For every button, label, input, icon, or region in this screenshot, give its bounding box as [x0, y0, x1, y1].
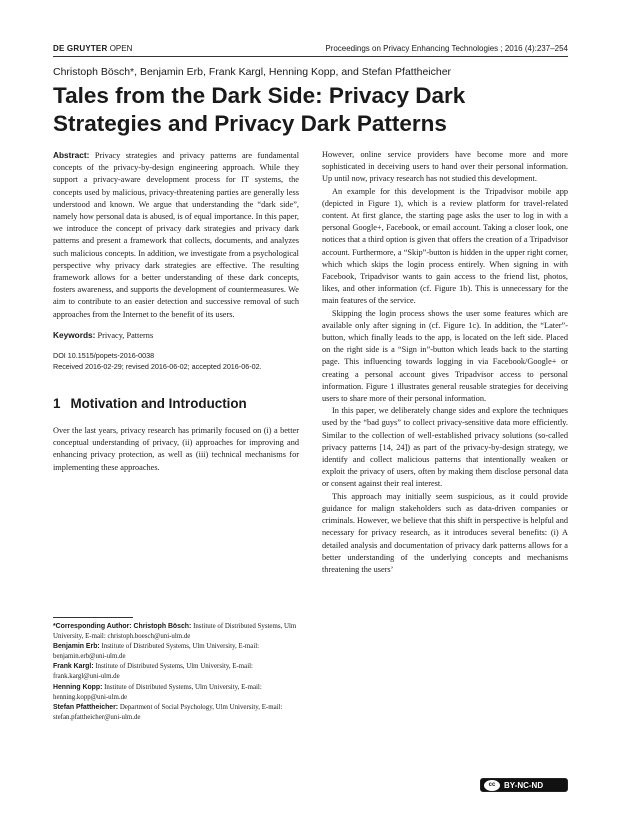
journal-citation: Proceedings on Privacy Enhancing Technologies ; 2016 (4):237–254 [325, 43, 568, 53]
footnote [53, 683, 299, 703]
abstract-text: Privacy strategies and privacy patterns are fundamental concepts of the privacy-by-design engineering approach. While they support a privacy-aware development process for IT systems, the concepts used by malicious, privacy-threatening parties are generally less understood and known. We argue that understanding the “dark side”, namely how personal data is abused, is of equal importance. In this paper, we introduce the concept of privacy dark strategies and privacy dark patterns and present a framework that collects, documents, and analyzes such malicious concepts. In addition, we investigate from a psychological perspective why privacy dark strategies are effective. The resulting framework allows for a better understanding of these dark concepts, fosters awareness, and supports the development of countermeasures. We aim to contribute to an easier detection and successive removal of such approaches from the Internet to the benefit of its users. [53, 151, 300, 319]
footnote [53, 642, 299, 662]
running-header [53, 41, 568, 55]
footnote [53, 622, 299, 642]
body-paragraph: Skipping the login process shows the user some features which are available only after signing in (cf. Figure 1c). In addition, the “Later”-button, which finally leads to the app, is located on the left side. Placed on the right side is a “Sign in”-button which leads back to the starting page. This influencing towards logging in via Facebook/Google+ or creating a personal account gives Tripadvisor access to personal information. Figure 1 illustrates general reusable strategies for deceiving users to share more of their personal information. [322, 308, 568, 404]
body-paragraph: However, online service providers have become more and more sophisticated in deceiving users to hand over their personal information. Up until now, privacy research has not studied this development. [322, 150, 568, 184]
footnote-name: Benjamin Erb: [53, 643, 100, 651]
author-list: Christoph Bösch*, Benjamin Erb, Frank Kargl, Henning Kopp, and Stefan Pfattheicher [53, 66, 452, 78]
footnote-name: *Corresponding Author: Christoph Bösch: [53, 623, 192, 630]
body-paragraph: An example for this development is the Tripadvisor mobile app (depicted in Figure 1), which is a review platform for travel-related content. At first glance, the starting page asks the user to log in with a personal Google+, Facebook, or email account. Taking a closer look, one notices that a third option is given that offers the creation of a Tripadvisor account. Furthermore, a “Skip”-button is hidden in the upper right corner, which which skips the login process entirely. When signing in with Facebook, Tripadvisor wants to gain access to the friend list, photos, likes, and other information (cf. Figure 1b). This is unnecessary for the main features of the service. [322, 186, 568, 306]
received-dates: Received 2016-02-29; revised 2016-06-02; accepted 2016-06-02. [53, 362, 262, 372]
footnote-name: Frank Kargl: [53, 663, 94, 671]
header-rule [53, 56, 568, 57]
footnote-text: Institute of Distributed Systems, Ulm University, E-mail: frank.kargl@uni-ulm.de [53, 663, 253, 681]
footnote-text: Institute of Distributed Systems, Ulm University, E-mail: henning.kopp@uni-ulm.de [53, 683, 262, 701]
section-heading [53, 396, 299, 412]
doi: DOI 10.1515/popets-2016-0038 [53, 351, 155, 361]
footnote-name: Stefan Pfattheicher: [53, 703, 119, 711]
cc-license-badge[interactable] [480, 778, 568, 792]
publisher-rest: OPEN [109, 43, 133, 53]
paper-title: Tales from the Dark Side: Privacy Dark Strategies and Privacy Dark Patterns [53, 83, 466, 136]
keywords [53, 329, 299, 342]
footnote-text: Institute of Distributed Systems, Ulm University, E-mail: christoph.boesch@uni-ulm.de [53, 623, 297, 641]
creative-commons-icon: cc [484, 780, 500, 791]
author-footnotes [53, 622, 299, 723]
footnote-text: Institute of Distributed Systems, Ulm University, E-mail: benjamin.erb@uni-ulm.de [53, 643, 260, 661]
abstract [53, 149, 299, 321]
footnote [53, 662, 299, 682]
body-paragraph: In this paper, we deliberately change sides and explore the techniques used by the “bad guys” to collect privacy-sensitive data more efficiently. Similar to the collection of well-established privacy solutions (so-called privacy patterns [14, 24]) as part of the privacy-by-design strategy, we identify and collect malicious patterns that intentionally weaken or exploit the privacy of users, often by making them disclose personal data or consent against their real interest. [322, 406, 568, 489]
publisher-bold: DE GRUYTER [53, 43, 108, 53]
left-column [53, 149, 299, 474]
footnote [53, 703, 299, 723]
footnote-text: Department of Social Psychology, Ulm University, E-mail: stefan.pfattheicher@uni-ulm.de [53, 703, 283, 721]
keywords-text: Privacy, Patterns [97, 330, 154, 340]
publisher-name [53, 44, 132, 53]
abstract-label: Abstract: [53, 150, 90, 160]
right-column [322, 149, 568, 576]
footnote-name: Henning Kopp: [53, 683, 103, 691]
keywords-label: Keywords: [53, 329, 96, 340]
body-paragraph: This approach may initially seem suspicious, as it could provide guidance for malign stakeholders such as data-driven companies or criminals. However, we believe that this shift in perspective is helpful and necessary for privacy research, as it introduces several benefits: (i) A detailed analysis and documentation of privacy dark patterns allows for a better understanding of the underlying concepts and mechanisms threatening the users’ [322, 491, 568, 574]
footnote-rule [53, 617, 133, 618]
section-number: 1 [53, 396, 61, 412]
intro-paragraph: Over the last years, privacy research has primarily focused on (i) a better conceptual understanding of privacy, (ii) approaches for improving and enhancing privacy protection, as well as (iii) technical mechanisms for implementing these approaches. [53, 426, 299, 472]
license-text: BY-NC-ND [504, 780, 544, 790]
section-title: Motivation and Introduction [70, 396, 247, 412]
